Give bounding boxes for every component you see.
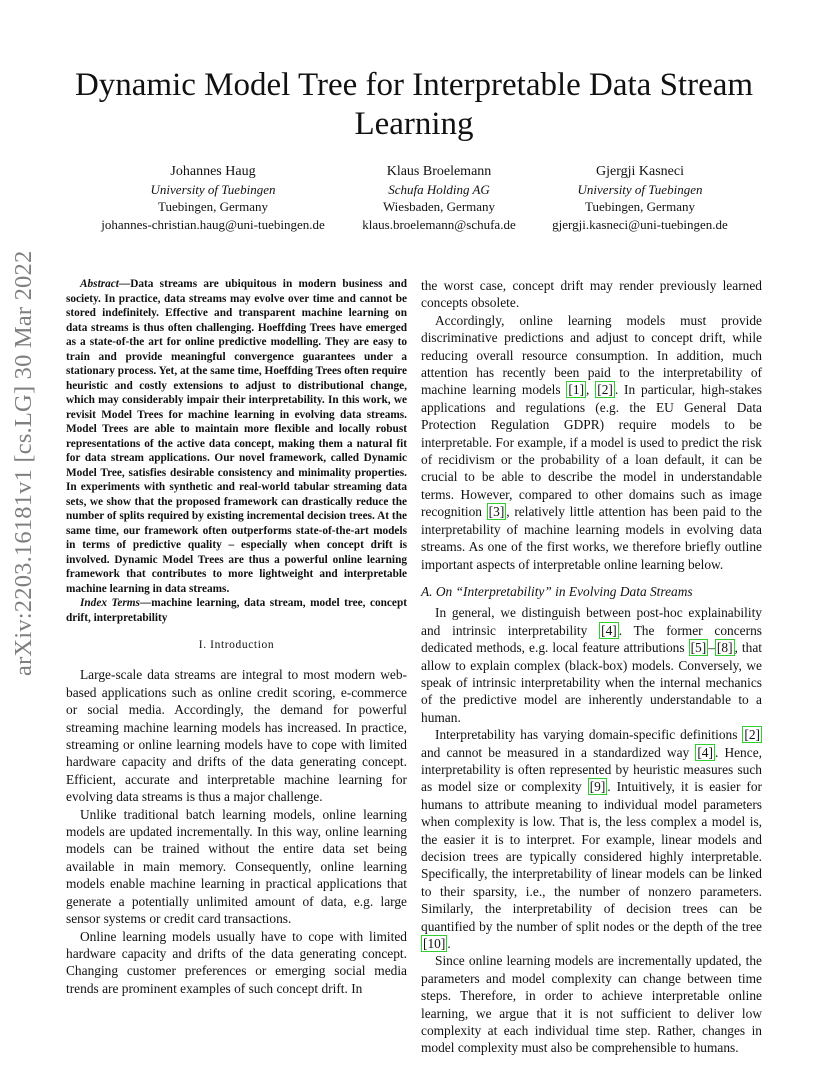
author-1 — [91, 163, 335, 233]
author-email: gjergji.kasneci@uni-tuebingen.de — [552, 216, 728, 232]
author-name: Klaus Broelemann — [386, 164, 492, 179]
author-name: Gjergji Kasneci — [596, 164, 684, 179]
citation-link[interactable]: [10] — [423, 936, 446, 952]
text-run: . In particular, high-stakes applications and regulations (e.g. the EU General Data Protection Regulation GDPR) require models to be interpretable. For example, if a model is used to predict the risk of recidivism or the probability of a loan default, it can be crucial to be able to describe the model in understandable terms. However, compared to other domains such as image recognition — [421, 382, 762, 520]
paragraph: the worst case, concept drift may render previously learned concepts obsolete. — [421, 278, 762, 311]
citation-link[interactable]: [5] — [690, 640, 707, 656]
citation-link[interactable]: [4] — [601, 622, 617, 638]
text-run: Accordingly, online learning models must provide discriminative predictions and adjust to concept drift, while reducing overall resource consumption. In addition, much attention has recently been paid to the interpretability of machine learning models — [421, 312, 762, 398]
arxiv-stamp: arXiv:2203.16181v1 [cs.LG] 30 Mar 2022 — [10, 250, 37, 676]
citation-link[interactable]: [1] — [568, 382, 585, 398]
author-3 — [541, 163, 739, 233]
citation-link[interactable]: [8] — [716, 640, 733, 656]
author-affiliation: University of Tuebingen — [150, 181, 276, 197]
author-affiliation: Schufa Holding AG — [388, 181, 490, 197]
author-email: klaus.broelemann@schufa.de — [362, 216, 516, 232]
text-run: . Hence, interpretability is often represented by heuristic measures such as model size or complexity — [421, 744, 762, 795]
citation-link[interactable]: [2] — [597, 382, 613, 398]
subsection-heading: A. On “Interpretability” in Evolving Data Streams — [421, 583, 693, 599]
index-terms-text: —machine learning, data stream, model tree, concept drift, interpretability — [66, 597, 407, 624]
abstract-text: —Data streams are ubiquitous in modern business and society. In practice, data streams may evolve over time and cannot be stored indefinitely. Effective and transparent machine learning on data streams is thus often challenging. Hoeffding Trees have emerged as a state-of-the art for online predictive modelling. They are easy to train and provide meaningful convergence guarantees under a stationary process. Yet, at the same time, Hoeffding Trees often require heuristic and costly extensions to adjust to distributional change, which may considerably impair their interpretability. In this work, we revisit Model Trees for machine learning in evolving data streams. Model Trees are able to maintain more flexible and locally robust representations of the active data concept, making them a natural fit for data stream applications. Our novel framework, called Dynamic Model Tree, satisfies desirable consistency and minimality properties. In experiments with synthetic and real-world tabular streaming data sets, we show that the proposed framework can drastically reduce the number of splits required by existing incremental decision trees. At the same time, our framework often outperforms state-of-the-art models in terms of predictive quality – especially when concept drift is involved. Dynamic Model Trees are thus a powerful online learning framework that contributes to more lightweight and interpretable machine learning in data streams. — [66, 278, 407, 595]
author-affiliation: University of Tuebingen — [577, 181, 703, 197]
text-run: , that allow to explain complex (black-box) models. Conversely, we speak of intrinsic interpretability when the internal mechanics of the predictive model are inherently understandable to a human. — [421, 640, 762, 725]
index-terms-label: Index Terms — [80, 597, 140, 609]
text-run: , relatively little attention has been paid to the interpretability of machine learning models in evolving data streams. As one of the first works, we therefore briefly outline important aspects of interpretable online learning below. — [421, 504, 762, 572]
paragraph — [421, 726, 762, 952]
paragraph: Online learning models usually have to cope with limited hardware capacity and drifts of the data generating concept. Changing customer preferences or emerging social media trends are prominent examples of such concept drift. In — [66, 928, 407, 996]
paragraph — [421, 312, 762, 573]
right-column — [421, 277, 762, 1057]
text-run: . The former concerns dedicated methods, e.g. local feature attributions — [421, 622, 762, 656]
author-2 — [345, 163, 533, 233]
abstract-label: Abstract — [80, 278, 119, 290]
text-run: , — [586, 382, 596, 398]
citation-link[interactable]: [3] — [488, 504, 505, 520]
index-terms — [66, 596, 407, 625]
text-run: . Intuitively, it is easier for humans to attribute meaning to individual model parameters when complexity is low. That is, the less complex a model is, the easier it is to interpret. For example, linear models and decision trees are typically considered highly interpretable. Specifically, the interpretability of linear models can be linked to their sparsity, i.e., the number of nonzero parameters. Similarly, the interpretability of decision trees can be quantified by the number of split nodes or the depth of the tree — [421, 779, 762, 934]
left-column — [66, 277, 407, 997]
author-location: Tuebingen, Germany — [157, 199, 268, 214]
paragraph: Large-scale data streams are integral to most modern web-based applications such as online credit scoring, e-commerce or social media. Accordingly, the demand for powerful streaming machine learning models has increased. In practice, streaming or online learning models have to cope with limited hardware capacity and drifts of the data generating concept. Efficient, accurate and interpretable machine learning for evolving data streams is thus a major challenge. — [66, 667, 407, 805]
paragraph: Unlike traditional batch learning models, online learning models are updated incrementally. In this way, online learning models can be trained without the entire data set being available in main memory. Consequently, online learning models enable machine learning in practical applications that generate a potentially unlimited amount of data, e.g. large sensor systems or credit card transactions. — [66, 806, 407, 927]
citation-link[interactable]: [4] — [697, 744, 713, 760]
author-location: Tuebingen, Germany — [584, 199, 695, 214]
paper-title: Dynamic Model Tree for Interpretable Data Stream Learning — [74, 67, 754, 142]
paragraph: Since online learning models are incrementally updated, the parameters and model complexity can change between time steps. Therefore, in order to achieve interpretable online learning, we argue that it is not sufficient to deliver low complexity at each individual time step. Rather, changes in model complexity must also be comprehensible to humans. — [421, 953, 762, 1056]
author-email: johannes-christian.haug@uni-tuebingen.de — [101, 216, 325, 232]
author-location: Wiesbaden, Germany — [382, 199, 496, 214]
abstract — [66, 277, 407, 596]
text-run: Interpretability has varying domain-specific definitions — [435, 727, 743, 743]
author-name: Johannes Haug — [170, 164, 256, 179]
text-run: . — [447, 936, 451, 952]
text-run: and cannot be measured in a standardized way — [421, 744, 696, 760]
section-heading-introduction: I. Introduction — [198, 639, 275, 651]
text-run: In general, we distinguish between post-hoc explainability and intrinsic interpretability — [421, 605, 762, 638]
citation-link[interactable]: [2] — [744, 727, 760, 743]
text-run: – — [708, 640, 715, 656]
paragraph — [421, 604, 762, 726]
citation-link[interactable]: [9] — [589, 779, 606, 795]
